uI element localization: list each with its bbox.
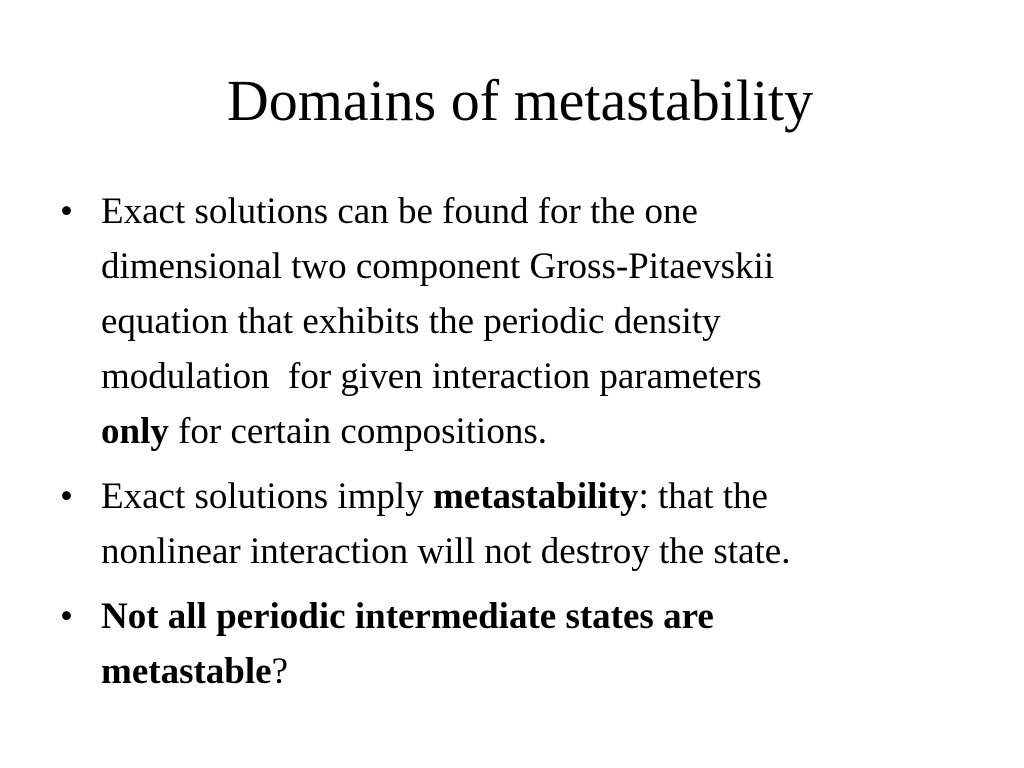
slide-title: Domains of metastability: [226, 68, 814, 133]
bullet-1-line-3: equation that exhibits the periodic density: [101, 301, 721, 342]
bullet-item-not-all-periodic: [60, 589, 980, 699]
bullet-dot-icon: •: [60, 191, 73, 232]
bullet-1-tail: for certain compositions.: [168, 411, 547, 452]
bullet-1-line-1: Exact solutions can be found for the one: [101, 191, 698, 232]
bullet-3-bold-line-1: Not all periodic intermediate states are: [101, 596, 714, 637]
bullet-1-bold-word: only: [101, 411, 169, 452]
bullet-1-line-4: modulation for given interaction parameters: [101, 356, 762, 397]
bullet-2-line-2: nonlinear interaction will not destroy the state.: [101, 531, 791, 572]
bullet-item-metastability: [60, 469, 980, 579]
bullet-item-exact-solutions: [60, 184, 980, 459]
bullet-2-tail-line-1: : that the: [638, 476, 768, 517]
bullet-3-tail: ?: [271, 651, 289, 692]
bullet-1-line-2: dimensional two component Gross-Pitaevskii: [101, 246, 775, 287]
bullet-list: [60, 184, 980, 709]
bullet-dot-icon: •: [60, 596, 73, 637]
bullet-2-bold-word: metastability: [432, 476, 639, 517]
bullet-2-lead: Exact solutions imply: [101, 476, 433, 517]
bullet-3-bold-line-2: metastable: [101, 651, 272, 692]
bullet-dot-icon: •: [60, 476, 73, 517]
